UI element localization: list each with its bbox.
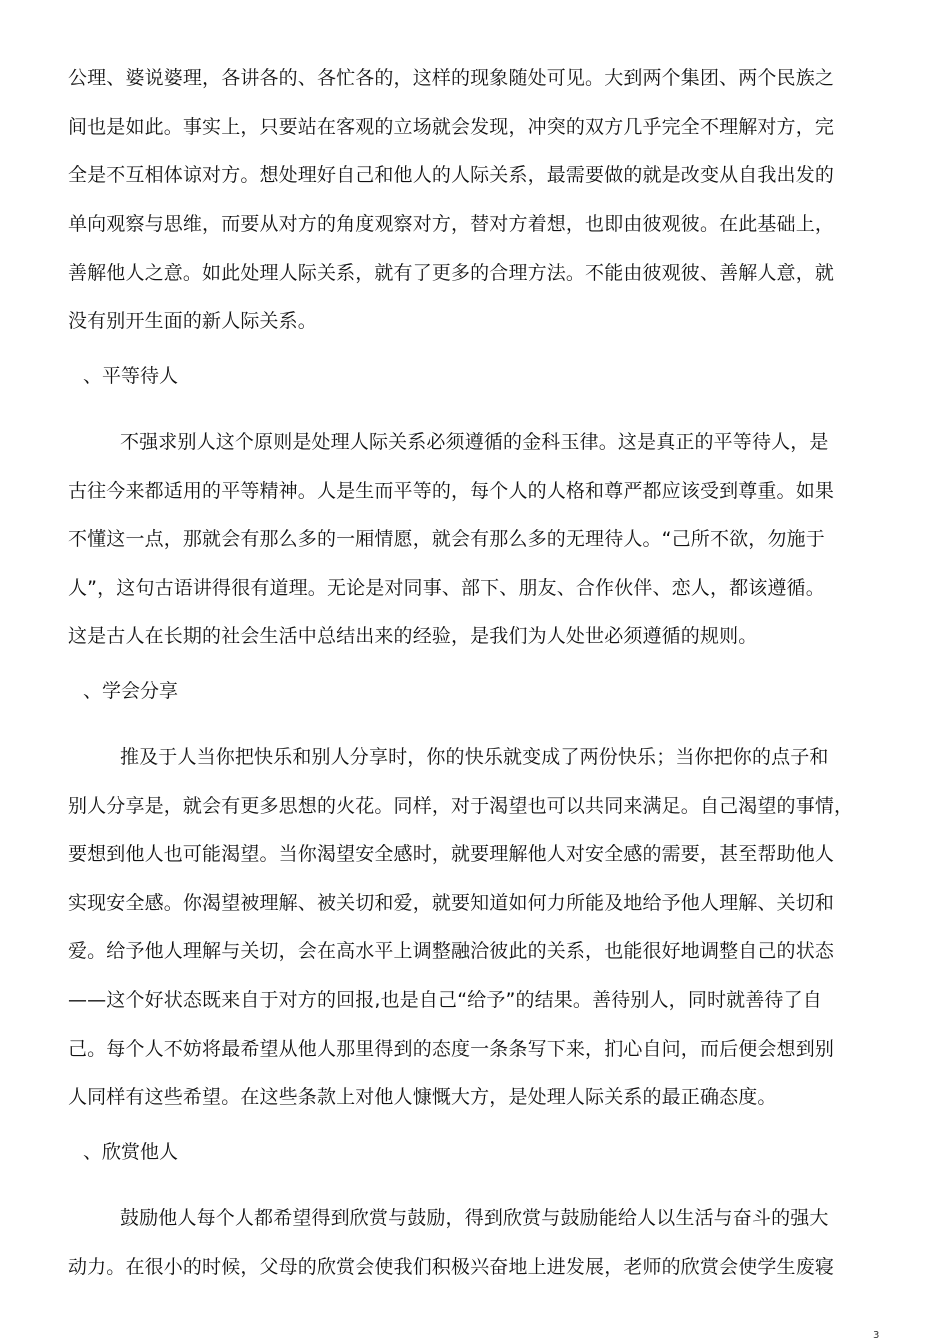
paragraph-3-line-6: ——这个好状态既来自于对方的回报,也是自己“给予”的结果。善待别人，同时就善待了自 <box>68 989 822 1011</box>
paragraph-1-line-1: 公理、婆说婆理，各讲各的、各忙各的，这样的现象随处可见。大到两个集团、两个民族之 <box>68 67 835 89</box>
paragraph-3-line-8: 人同样有这些希望。在这些条款上对他人慷慨大方，是处理人际关系的最正确态度。 <box>68 1086 777 1108</box>
paragraph-4-line-1: 鼓励他人每个人都希望得到欣赏与鼓励，得到欣赏与鼓励能给人以生活与奋斗的强大 <box>120 1207 829 1229</box>
paragraph-2-line-5: 这是古人在长期的社会生活中总结出来的经验，是我们为人处世必须遵循的规则。 <box>68 625 758 647</box>
paragraph-1-line-6: 没有别开生面的新人际关系。 <box>68 310 317 332</box>
paragraph-1-line-2: 间也是如此。事实上，只要站在客观的立场就会发现，冲突的双方几乎完全不理解对方，完 <box>68 116 835 138</box>
paragraph-4-line-2: 动力。在很小的时候，父母的欣赏会使我们积极兴奋地上进发展，老师的欣赏会使学生废寝 <box>68 1256 835 1278</box>
paragraph-1-line-4: 单向观察与思维，而要从对方的角度观察对方，替对方着想，也即由彼观彼。在此基础上， <box>68 213 835 235</box>
paragraph-3-line-7: 己。每个人不妨将最希望从他人那里得到的态度一条条写下来，扪心自问，而后便会想到别 <box>68 1038 835 1060</box>
paragraph-3-line-1: 推及于人当你把快乐和别人分享时，你的快乐就变成了两份快乐；当你把你的点子和 <box>120 746 829 768</box>
section-heading-equal-treatment: 、平等待人 <box>83 365 179 387</box>
paragraph-1-line-5: 善解他人之意。如此处理人际关系，就有了更多的合理方法。不能由彼观彼、善解人意，就 <box>68 262 835 284</box>
paragraph-2-line-2: 古往今来都适用的平等精神。人是生而平等的，每个人的人格和尊严都应该受到尊重。如果 <box>68 480 835 502</box>
paragraph-3-line-3: 要想到他人也可能渴望。当你渴望安全感时，就要理解他人对安全感的需要，甚至帮助他人 <box>68 843 835 865</box>
section-heading-learn-to-share: 、学会分享 <box>83 680 179 702</box>
paragraph-2-line-4: 人”，这句古语讲得很有道理。无论是对同事、部下、朋友、合作伙伴、恋人，都该遵循。 <box>68 577 825 599</box>
paragraph-2-line-1: 不强求别人这个原则是处理人际关系必须遵循的金科玉律。这是真正的平等待人，是 <box>120 431 829 453</box>
page-number: 3 <box>873 1330 880 1341</box>
paragraph-3-line-5: 爱。给予他人理解与关切，会在高水平上调整融洽彼此的关系，也能很好地调整自己的状态 <box>68 940 835 962</box>
paragraph-3-line-4: 实现安全感。你渴望被理解、被关切和爱，就要知道如何力所能及地给予他人理解、关切和 <box>68 892 835 914</box>
section-heading-appreciate-others: 、欣赏他人 <box>83 1141 179 1163</box>
paragraph-3-line-2: 别人分享是，就会有更多思想的火花。同样，对于渴望也可以共同来满足。自己渴望的事情， <box>68 795 854 817</box>
paragraph-2-line-3: 不懂这一点，那就会有那么多的一厢情愿，就会有那么多的无理待人。“己所不欲，勿施于 <box>68 528 825 550</box>
paragraph-1-line-3: 全是不互相体谅对方。想处理好自己和他人的人际关系，最需要做的就是改变从自我出发的 <box>68 164 835 186</box>
